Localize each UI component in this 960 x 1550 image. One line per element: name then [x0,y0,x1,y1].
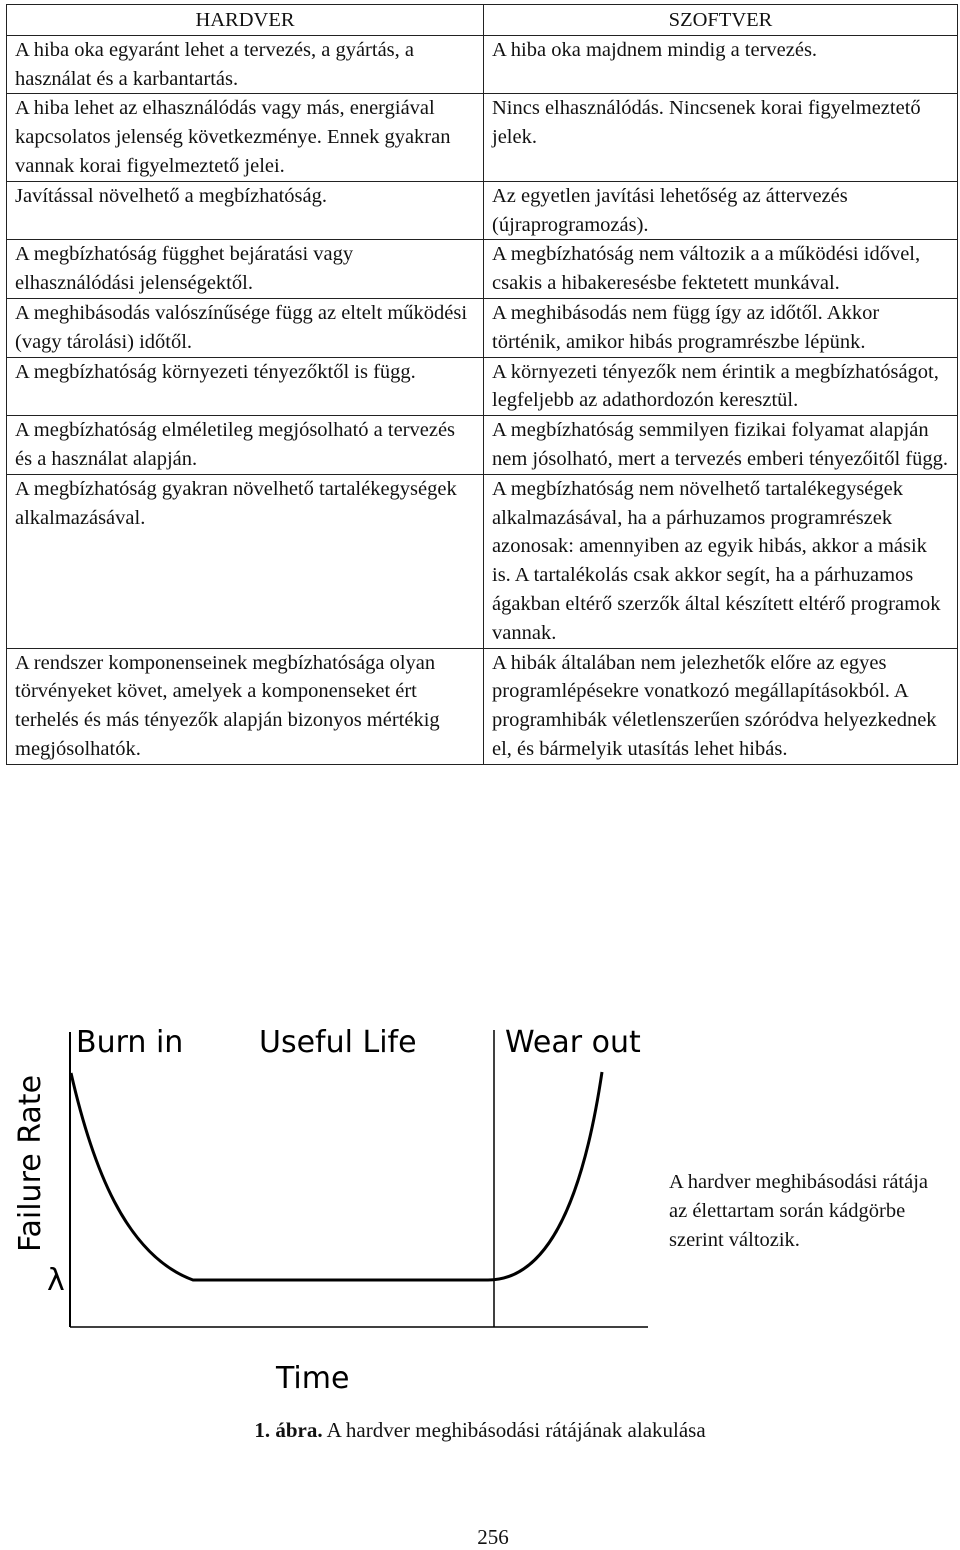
header-hardver: HARDVER [7,5,484,36]
hardware-cell: Javítással növelhető a megbízhatóság. [7,181,484,240]
caption-number: 1. ábra. [254,1418,323,1442]
header-szoftver: SZOFTVER [484,5,958,36]
hardware-cell: A hiba lehet az elhasználódás vagy más, energiával kapcsolatos jelenség következménye. Ennek gyakran vannak korai figyelmeztető jelei. [7,94,484,181]
bathtub-curve-figure [0,990,960,1460]
software-cell: A hiba oka majdnem mindig a tervezés. [484,35,958,94]
software-cell: A megbízhatóság nem változik a a működési idővel, csakis a hibakeresésbe fektetett munkával. [484,240,958,299]
phase-label-useful-life: Useful Life [259,1025,417,1060]
software-cell: A megbízhatóság nem növelhető tartalékegységek alkalmazásával, ha a párhuzamos programrészek azonosak: amennyiben az egyik hibás, akkor a másik is. A tartalékolás csak akkor segít, ha a párhuzamos ágakban eltérő szerzők által készített eltérő programok vannak. [484,474,958,648]
table-row [7,416,958,475]
lambda-label: λ [47,1263,65,1298]
caption-text: A hardver meghibásodási rátájának alakulása [322,1418,706,1442]
software-cell: A hibák általában nem jelezhetők előre az egyes programlépésekre vonatkozó megállapításokból. A programhibák véletlenszerűen szóródva helyezkednek el, és bármelyik utasítás lehet hibás. [484,648,958,764]
figure-caption [0,1418,960,1443]
software-cell: Nincs elhasználódás. Nincsenek korai figyelmeztető jelek. [484,94,958,181]
table-row [7,298,958,357]
table-header-row [7,5,958,36]
software-cell: A megbízhatóság semmilyen fizikai folyamat alapján nem jósolható, mert a tervezés emberi tényezőitől függ. [484,416,958,475]
hardware-cell: A megbízhatóság környezeti tényezőktől is függ. [7,357,484,416]
table-row [7,240,958,299]
figure-side-note: A hardver meghibásodási rátája az élettartam során kádgörbe szerint változik. [669,1171,929,1251]
hardware-cell: A rendszer komponenseinek megbízhatósága olyan törvényeket követ, amelyek a komponenseket ért terhelés és más tényezők alapján bizonyos mértékig megjósolhatók. [7,648,484,764]
software-cell: A meghibásodás nem függ így az időtől. Akkor történik, amikor hibás programrészbe lépünk. [484,298,958,357]
table-row [7,474,958,648]
software-cell: Az egyetlen javítási lehetőség az áttervezés (újraprogramozás). [484,181,958,240]
x-axis-label: Time [276,1361,350,1396]
table-row [7,357,958,416]
hardware-cell: A megbízhatóság gyakran növelhető tartalékegységek alkalmazásával. [7,474,484,648]
table-row [7,94,958,181]
bathtub-curve-graphic [0,990,660,1400]
hardware-software-comparison-table [6,4,958,765]
failure-rate-curve [71,1072,602,1280]
table-row [7,35,958,94]
hardware-cell: A hiba oka egyaránt lehet a tervezés, a gyártás, a használat és a karbantartás. [7,35,484,94]
hardware-cell: A megbízhatóság függhet bejáratási vagy elhasználódási jelenségektől. [7,240,484,299]
software-cell: A környezeti tényezők nem érintik a megbízhatóságot, legfeljebb az adathordozón keresztül. [484,357,958,416]
phase-label-burn-in: Burn in [76,1025,184,1060]
phase-label-wear-out: Wear out [505,1025,641,1060]
hardware-cell: A meghibásodás valószínűsége függ az eltelt működési (vagy tárolási) időtől. [7,298,484,357]
table-row [7,181,958,240]
page-number: 256 [477,1525,509,1549]
table-row [7,648,958,764]
hardware-cell: A megbízhatóság elméletileg megjósolható a tervezés és a használat alapján. [7,416,484,475]
y-axis-label: Failure Rate [13,1074,48,1252]
